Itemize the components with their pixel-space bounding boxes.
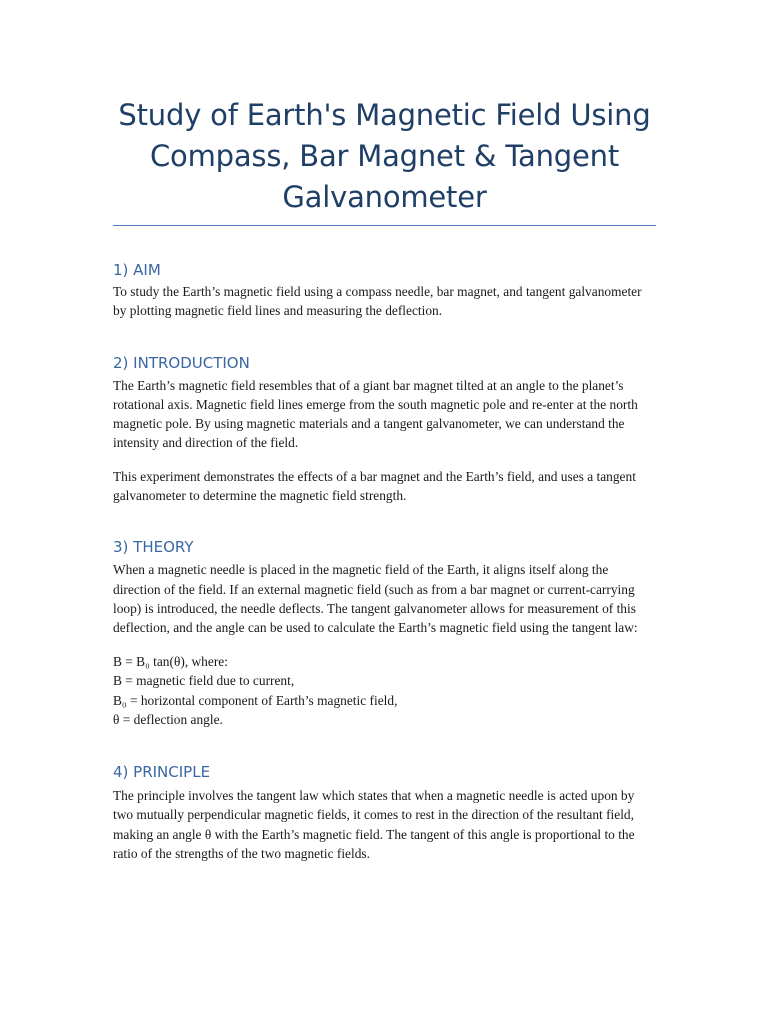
- aim-paragraph: To study the Earth’s magnetic field using a compass needle, bar magnet, and tangent galvanometer by plotting magnetic field lines and measuring the deflection.: [113, 284, 642, 319]
- title-line-2: Compass, Bar Magnet & Tangent: [150, 139, 619, 173]
- document-title: [113, 95, 656, 221]
- principle-heading: 4) PRINCIPLE: [113, 762, 211, 781]
- introduction-heading: 2) INTRODUCTION: [113, 353, 250, 372]
- formula-line-4: θ = deflection angle.: [113, 712, 223, 728]
- formula-line-1: B = B₀ tan(θ), where:: [113, 653, 228, 669]
- title-line-3: Galvanometer: [282, 180, 487, 214]
- title-line-1: Study of Earth's Magnetic Field Using: [118, 98, 651, 132]
- title-divider: [113, 225, 656, 226]
- principle-paragraph: The principle involves the tangent law which states that when a magnetic needle is acted upon by two mutually perpendicular magnetic fields, it comes to rest in the direction of the resultant field, making an angle θ with the Earth’s magnetic field. The tangent of this angle is proportional to the ratio of the strengths of the two magnetic fields.: [113, 787, 635, 861]
- formula-line-2: B = magnetic field due to current,: [113, 673, 295, 689]
- introduction-paragraph-2: This experiment demonstrates the effects of a bar magnet and the Earth’s field, and uses a tangent galvanometer to determine the magnetic field strength.: [113, 468, 636, 504]
- theory-heading: 3) THEORY: [113, 538, 194, 557]
- document-page: [113, 95, 656, 863]
- introduction-paragraph-1: The Earth’s magnetic field resembles that of a giant bar magnet tilted at an angle to the planet’s rotational axis. Magnetic field lines emerge from the south magnetic pole and re-enter at the north magnetic pole. By using magnetic materials and a tangent galvanometer, we can understand the intensity and direction of the field.: [113, 377, 638, 451]
- aim-heading: 1) AIM: [113, 261, 161, 279]
- formula-line-3: B₀ = horizontal component of Earth’s magnetic field,: [113, 692, 398, 708]
- theory-paragraph: When a magnetic needle is placed in the magnetic field of the Earth, it aligns itself along the direction of the field. If an external magnetic field (such as from a bar magnet or current-carrying loop) is introduced, the needle deflects. The tangent galvanometer allows for measurement of this deflection, and the angle can be used to calculate the Earth’s magnetic field using the tangent law:: [113, 562, 638, 636]
- tangent-law-formula: [113, 652, 656, 730]
